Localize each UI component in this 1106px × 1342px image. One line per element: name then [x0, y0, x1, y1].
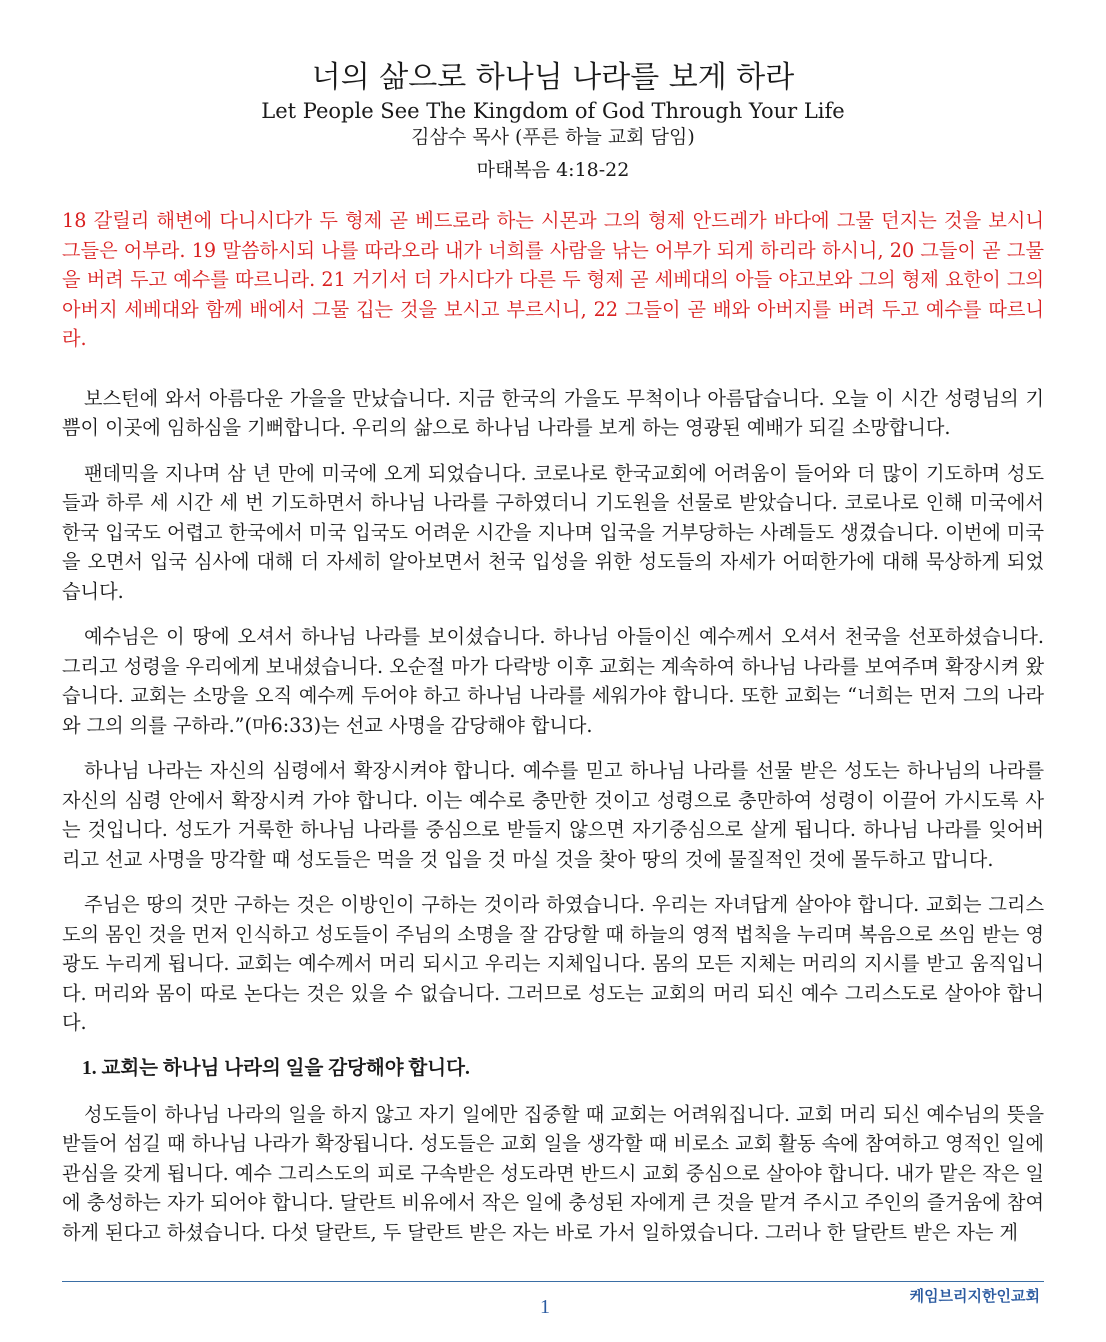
paragraph-3: 예수님은 이 땅에 오셔서 하나님 나라를 보이셨습니다. 하나님 아들이신 예수께서 오셔서 천국을 선포하셨습니다. 그리고 성령을 우리에게 보내셨습니다. 오순절 마가 다락방 이후 교회는 계속하여 하나님 나라를 보여주며 확장시켜 왔습니다. 교회는 소망을 오직 예수께 두어야 하고 하나님 나라를 세워가야 합니다. 또한 교회는 “너희는 먼저 그의 나라와 그의 의를 구하라.”(마6:33)는 선교 사명을 감당해야 합니다.: [62, 625, 1044, 737]
sermon-title: 너의 삶으로 하나님 나라를 보게 하라: [311, 60, 795, 95]
paragraph-5: 주님은 땅의 것만 구하는 것은 이방인이 구하는 것이라 하였습니다. 우리는 자녀답게 살아야 합니다. 교회는 그리스도의 몸인 것을 먼저 인식하고 성도들이 주님의 소명을 잘 감당할 때 하늘의 영적 법칙을 누리며 복음으로 쓰임 받는 영광도 누리게 됩니다. 교회는 예수께서 머리 되시고 우리는 지체입니다. 몸의 모든 지체는 머리의 지시를 받고 움직입니다. 머리와 몸이 따로 논다는 것은 있을 수 없습니다. 그러므로 성도는 교회의 머리 되신 예수 그리스도로 살아야 합니다.: [62, 893, 1044, 1034]
sermon-subtitle: Let People See The Kingdom of God Through Your Life: [261, 99, 845, 123]
scripture-reference: 마태복음 4:18-22: [476, 159, 630, 181]
paragraph-1: 보스턴에 와서 아름다운 가을을 만났습니다. 지금 한국의 가을도 무척이나 아름답습니다. 오늘 이 시간 성령님의 기쁨이 이곳에 임하심을 기뻐합니다. 우리의 삶으로 하나님 나라를 보게 하는 영광된 예배가 되길 소망합니다.: [62, 386, 1044, 439]
page-number: 1: [540, 1296, 550, 1318]
sermon-body: [62, 384, 1044, 1248]
sermon-author: 김삼수 목사 (푸른 하늘 교회 담임): [411, 126, 695, 148]
section-paragraph: 성도들이 하나님 나라의 일을 하지 않고 자기 일에만 집중할 때 교회는 어려워집니다. 교회 머리 되신 예수님의 뜻을 받들어 섬길 때 하나님 나라가 확장됩니다. 성도들은 교회 일을 생각할 때 비로소 교회 활동 속에 참여하고 영적인 일에 관심을 갖게 됩니다. 예수 그리스도의 피로 구속받은 성도라면 반드시 교회 중심으로 살아야 합니다. 내가 맡은 작은 일에 충성하는 자가 되어야 합니다. 달란트 비유에서 작은 일에 충성된 자에게 큰 것을 맡겨 주시고 주인의 즐거움에 참여하게 된다고 하셨습니다. 다섯 달란트, 두 달란트 받은 자는 바로 가서 일하였습니다. 그러나 한 달란트 받은 자는 게: [62, 1102, 1044, 1244]
footer-divider: [62, 1281, 1044, 1282]
sermon-page: [62, 58, 1044, 1263]
scripture-passage: 18 갈릴리 해변에 다니시다가 두 형제 곧 베드로라 하는 시몬과 그의 형제 안드레가 바다에 그물 던지는 것을 보시니 그들은 어부라. 19 말씀하시되 나를 따라오라 내가 너희를 사람을 낚는 어부가 되게 하리라 하시니, 20 그들이 곧 그물을 버려 두고 예수를 따르니라. 21 거기서 더 가시다가 다른 두 형제 곧 세베대의 아들 야고보와 그의 형제 요한이 그의 아버지 세베대와 함께 배에서 그물 깁는 것을 보시고 부르시니, 22 그들이 곧 배와 아버지를 버려 두고 예수를 따르니라.: [62, 209, 1044, 350]
paragraph-2: 팬데믹을 지나며 삼 년 만에 미국에 오게 되었습니다. 코로나로 한국교회에 어려움이 들어와 더 많이 기도하며 성도들과 하루 세 시간 세 번 기도하면서 하나님 나라를 구하였더니 기도원을 선물로 받았습니다. 코로나로 인해 미국에서 한국 입국도 어렵고 한국에서 미국 입국도 어려운 시간을 지나며 입국을 거부당하는 사례들도 생겼습니다. 이번에 미국을 오면서 입국 심사에 대해 더 자세히 알아보면서 천국 입성을 위한 성도들의 자세가 어떠한가에 대해 묵상하게 되었습니다.: [62, 461, 1044, 603]
church-name: 케임브리지한인교회: [909, 1287, 1040, 1305]
paragraph-4: 하나님 나라는 자신의 심령에서 확장시켜야 합니다. 예수를 믿고 하나님 나라를 선물 받은 성도는 하나님의 나라를 자신의 심령 안에서 확장시켜 가야 합니다. 이는 예수로 충만한 것이고 성령으로 충만하여 성령이 이끌어 가시도록 사는 것입니다. 성도가 거룩한 하나님 나라를 중심으로 받들지 않으면 자기중심으로 살게 됩니다. 하나님 나라를 잊어버리고 선교 사명을 망각할 때 성도들은 먹을 것 입을 것 마실 것을 찾아 땅의 것에 물질적인 것에 몰두하고 맙니다.: [62, 759, 1044, 871]
section-heading: 1. 교회는 하나님 나라의 일을 감당해야 합니다.: [82, 1057, 470, 1079]
